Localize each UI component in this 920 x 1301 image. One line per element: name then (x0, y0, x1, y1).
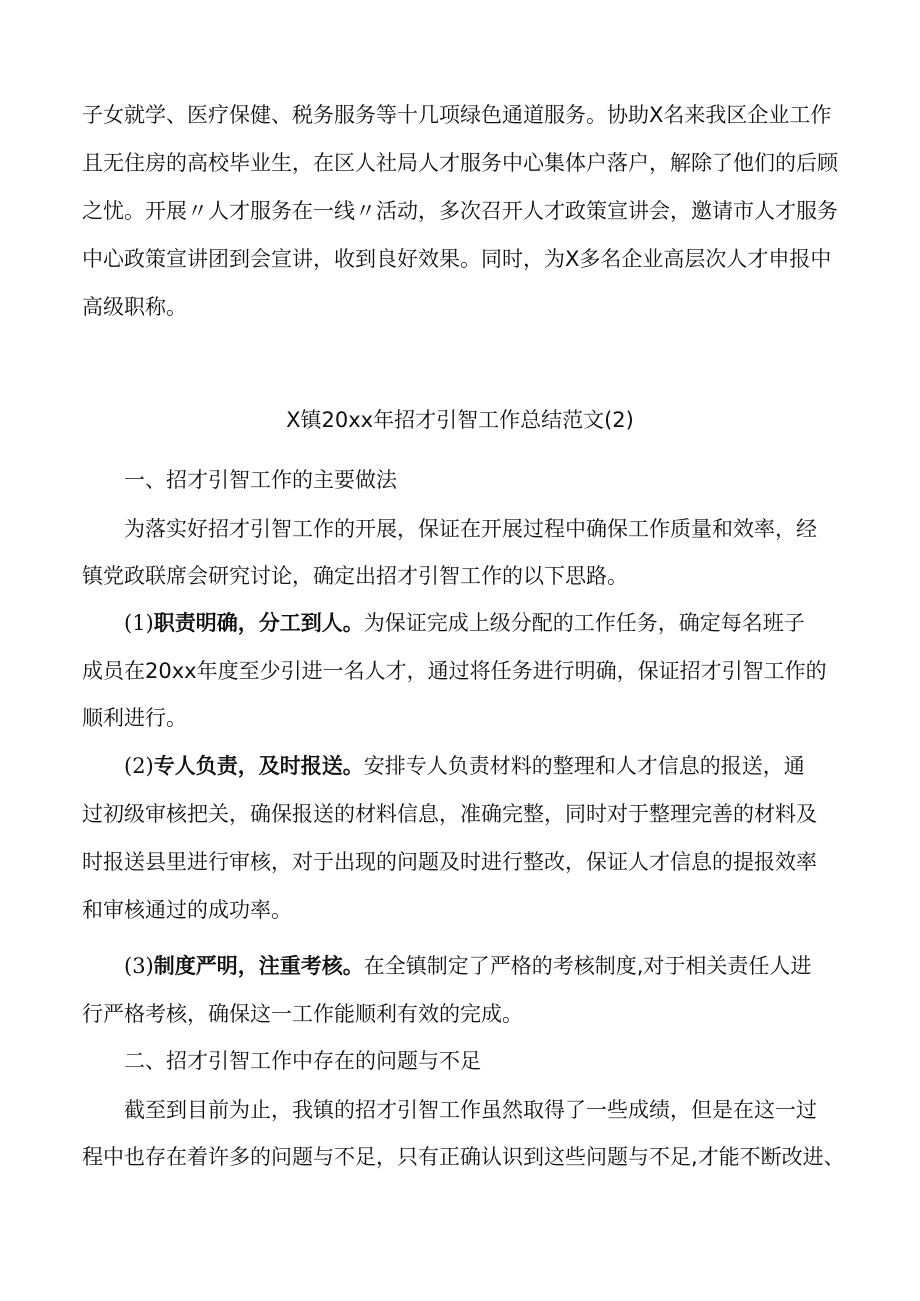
item1-line-1-rest: 为保证完成上级分配的工作任务，确定每名班子 (363, 611, 805, 635)
para-top-line-2: 且无住房的高校毕业生，在区人社局人才服务中心集体户落户，解除了他们的后顾 (82, 151, 838, 175)
section1-intro-line-1: 为落实好招才引智工作的开展，保证在开展过程中确保工作质量和效率，经 (124, 517, 817, 541)
section2-line-1: 截至到目前为止，我镇的招才引智工作虽然取得了一些成绩，但是在这一过 (124, 1098, 817, 1122)
item2-line-1-rest: 安排专人负责材料的整理和人才信息的报送，通 (363, 754, 805, 778)
document-title: X镇20xx年招才引智工作总结范文(2) (286, 408, 634, 432)
para-top-line-5: 高级职称。 (82, 295, 187, 319)
item2-bold-heading: 专人负责，及时报送。 (153, 754, 364, 778)
item1-line-2: 成员在20xx年度至少引进一名人才，通过将任务进行明确，保证招才引智工作的 (82, 659, 827, 683)
item1-number: (1) (124, 611, 154, 635)
item3-number: (3) (124, 954, 154, 978)
item3-line-2: 行严格考核，确保这一工作能顺利有效的完成。 (82, 1002, 523, 1026)
para-top-line-3: 之忧。开展〃人才服务在一线〃活动，多次召开人才政策宣讲会，邀请市人才服务 (82, 199, 838, 223)
item1-bold-heading: 职责明确，分工到人。 (153, 611, 364, 635)
section1-heading: 一、招才引智工作的主要做法 (124, 468, 397, 492)
item2-line-2: 过初级审核把关，确保报送的材料信息，准确完整，同时对于整理完善的材料及 (82, 802, 817, 826)
section2-line-2: 程中也存在着许多的问题与不足，只有正确认识到这些问题与不足,才能不断改进、 (82, 1145, 845, 1169)
item1-line-1 (124, 608, 852, 638)
item2-line-4: 和审核通过的成功率。 (82, 898, 292, 922)
item3-line-1 (124, 951, 852, 981)
item3-line-1-rest: 在全镇制定了严格的考核制度,对于相关责任人进 (363, 954, 812, 978)
item1-line-3: 顺利进行。 (82, 706, 187, 730)
para-top-line-1: 子女就学、医疗保健、税务服务等十几项绿色通道服务。协助X名来我区企业工作 (82, 103, 832, 127)
para-top-line-4: 中心政策宣讲团到会宣讲，收到良好效果。同时，为X多名企业高层次人才申报中 (82, 247, 832, 271)
section2-heading: 二、招才引智工作中存在的问题与不足 (124, 1049, 481, 1073)
item2-line-3: 时报送县里进行审核，对于出现的问题及时进行整改，保证人才信息的提报效率 (82, 850, 817, 874)
item2-line-1 (124, 751, 852, 781)
item3-bold-heading: 制度严明，注重考核。 (153, 954, 364, 978)
section1-intro-line-2: 镇党政联席会研究讨论，确定出招才引智工作的以下思路。 (82, 564, 628, 588)
item2-number: (2) (124, 754, 154, 778)
